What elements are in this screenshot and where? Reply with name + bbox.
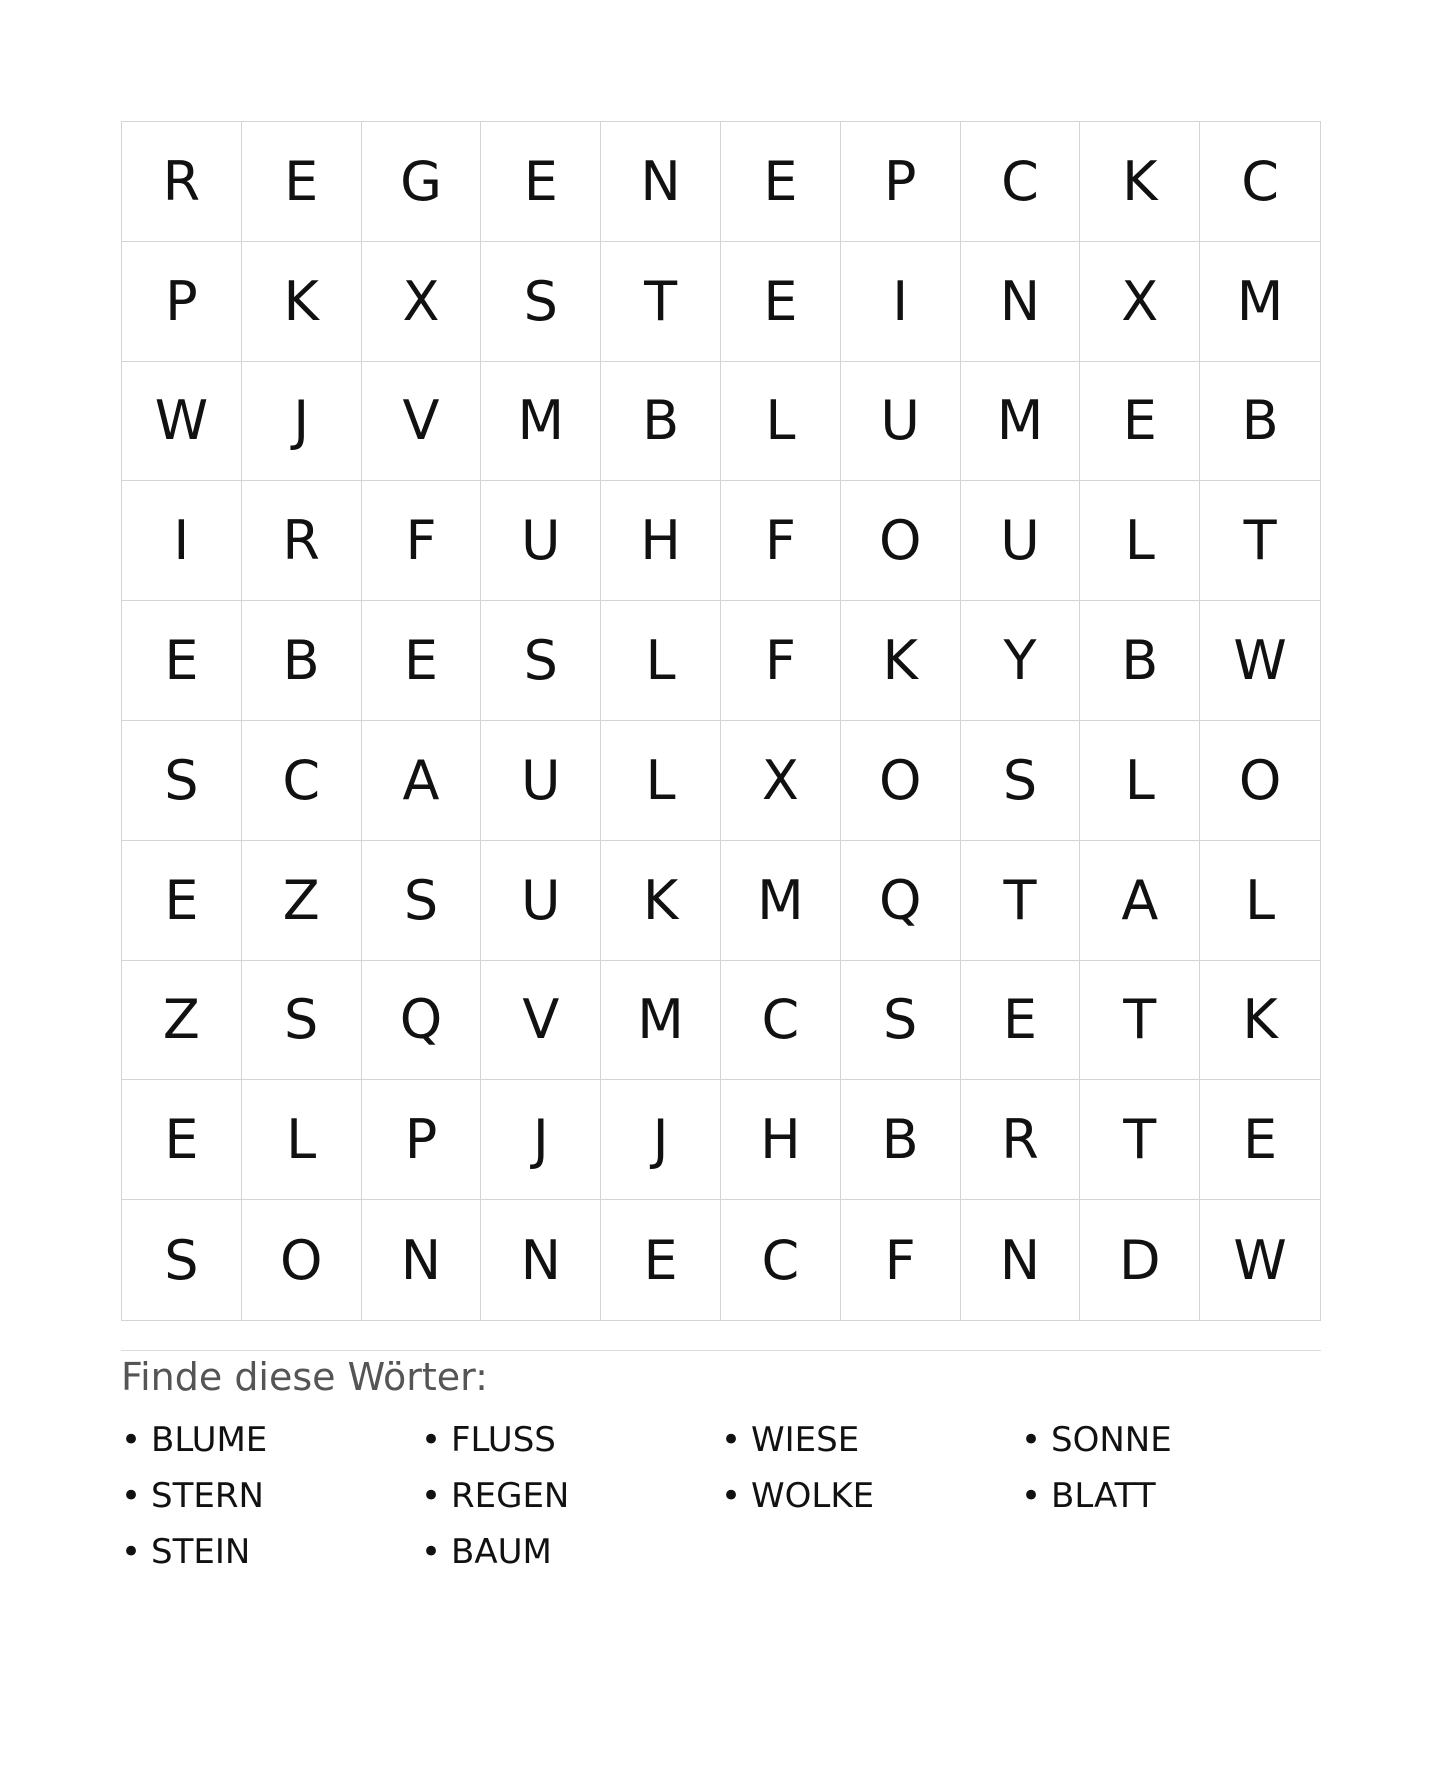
grid-cell[interactable]: N xyxy=(961,242,1081,362)
grid-cell[interactable]: Q xyxy=(841,841,961,961)
grid-cell[interactable]: R xyxy=(242,481,362,601)
grid-cell[interactable]: A xyxy=(362,721,482,841)
word-label: WOLKE xyxy=(751,1476,875,1516)
grid-cell[interactable]: F xyxy=(721,601,841,721)
bullet-icon: • xyxy=(121,1476,142,1516)
grid-cell[interactable]: B xyxy=(1200,362,1320,482)
grid-cell[interactable]: C xyxy=(1200,122,1320,242)
grid-cell[interactable]: U xyxy=(841,362,961,482)
grid-cell[interactable]: J xyxy=(601,1080,721,1200)
grid-cell[interactable]: K xyxy=(841,601,961,721)
grid-cell[interactable]: T xyxy=(1080,961,1200,1081)
bullet-icon: • xyxy=(421,1476,442,1516)
grid-cell[interactable]: S xyxy=(481,242,601,362)
grid-cell[interactable]: M xyxy=(601,961,721,1081)
grid-cell[interactable]: Y xyxy=(961,601,1081,721)
grid-cell[interactable]: M xyxy=(961,362,1081,482)
word-list-item xyxy=(1021,1468,1321,1524)
grid-cell[interactable]: F xyxy=(362,481,482,601)
grid-cell[interactable]: S xyxy=(961,721,1081,841)
grid-cell[interactable]: F xyxy=(721,481,841,601)
grid-cell[interactable]: R xyxy=(122,122,242,242)
grid-cell[interactable]: U xyxy=(961,481,1081,601)
grid-cell[interactable]: E xyxy=(1200,1080,1320,1200)
grid-cell[interactable]: V xyxy=(481,961,601,1081)
word-label: BLATT xyxy=(1051,1476,1156,1516)
grid-cell[interactable]: N xyxy=(362,1200,482,1320)
grid-cell[interactable]: L xyxy=(601,721,721,841)
grid-cell[interactable]: N xyxy=(961,1200,1081,1320)
grid-cell[interactable]: N xyxy=(481,1200,601,1320)
grid-cell[interactable]: B xyxy=(841,1080,961,1200)
grid-cell[interactable]: W xyxy=(1233,1228,1287,1292)
bullet-icon: • xyxy=(421,1532,442,1572)
word-list-item xyxy=(421,1412,721,1468)
word-list-item xyxy=(121,1468,421,1524)
word-list-item xyxy=(421,1468,721,1524)
grid-cell[interactable]: K xyxy=(601,841,721,961)
grid-cell[interactable]: O xyxy=(841,721,961,841)
grid-cell[interactable]: E xyxy=(721,242,841,362)
grid-cell[interactable]: L xyxy=(1200,841,1320,961)
grid-cell[interactable]: S xyxy=(242,961,362,1081)
grid-cell[interactable]: K xyxy=(242,242,362,362)
grid-cell[interactable]: W xyxy=(1200,601,1320,721)
grid-cell[interactable]: P xyxy=(122,242,242,362)
grid-cell[interactable]: B xyxy=(601,362,721,482)
grid-cell[interactable]: M xyxy=(481,362,601,482)
word-label: BAUM xyxy=(451,1532,552,1572)
grid-cell[interactable]: N xyxy=(601,122,721,242)
grid-cell[interactable]: B xyxy=(242,601,362,721)
grid-cell[interactable]: Z xyxy=(122,961,242,1081)
grid-cell[interactable]: E xyxy=(481,122,601,242)
grid-cell[interactable]: C xyxy=(242,721,362,841)
grid-cell[interactable]: U xyxy=(481,481,601,601)
grid-cell[interactable]: S xyxy=(122,1200,242,1320)
word-label: STERN xyxy=(151,1476,264,1516)
grid-cell[interactable]: A xyxy=(1080,841,1200,961)
grid-cell[interactable]: H xyxy=(721,1080,841,1200)
grid-cell[interactable]: L xyxy=(721,362,841,482)
grid-cell[interactable]: K xyxy=(1200,961,1320,1081)
grid-cell[interactable]: X xyxy=(721,721,841,841)
letter-grid xyxy=(121,121,1321,1321)
grid-cell[interactable]: O xyxy=(1200,721,1320,841)
grid-cell[interactable]: E xyxy=(242,122,362,242)
grid-cell[interactable]: O xyxy=(242,1200,362,1320)
word-label: STEIN xyxy=(151,1532,251,1572)
grid-cell[interactable]: E xyxy=(122,1080,242,1200)
word-label: FLUSS xyxy=(451,1420,556,1460)
grid-cell[interactable]: E xyxy=(601,1200,721,1320)
grid-cell[interactable]: B xyxy=(1080,601,1200,721)
grid-cell[interactable]: E xyxy=(122,841,242,961)
word-label: SONNE xyxy=(1051,1420,1172,1460)
bullet-icon: • xyxy=(721,1420,742,1460)
grid-cell[interactable]: D xyxy=(1080,1200,1200,1320)
word-list xyxy=(121,1412,1321,1580)
grid-cell[interactable]: E xyxy=(721,122,841,242)
grid-cell[interactable]: S xyxy=(481,601,601,721)
word-label: REGEN xyxy=(451,1476,570,1516)
grid-cell[interactable]: S xyxy=(841,961,961,1081)
bullet-icon: • xyxy=(121,1532,142,1572)
grid-cell[interactable]: M xyxy=(721,841,841,961)
word-list-item xyxy=(1021,1412,1321,1468)
grid-cell[interactable]: K xyxy=(1080,122,1200,242)
grid-cell[interactable]: I xyxy=(841,242,961,362)
grid-cell[interactable]: E xyxy=(362,601,482,721)
grid-cell[interactable]: L xyxy=(1080,481,1200,601)
bullet-icon: • xyxy=(121,1420,142,1460)
grid-cell[interactable]: U xyxy=(481,841,601,961)
grid-cell[interactable]: C xyxy=(721,961,841,1081)
grid-cell[interactable]: T xyxy=(1200,481,1320,601)
grid-cell[interactable]: L xyxy=(242,1080,362,1200)
grid-cell[interactable]: E xyxy=(961,961,1081,1081)
grid-cell[interactable]: H xyxy=(601,481,721,601)
grid-cell[interactable]: X xyxy=(362,242,482,362)
word-list-item xyxy=(721,1412,1021,1468)
grid-cell[interactable]: E xyxy=(1080,362,1200,482)
grid-cell[interactable]: Z xyxy=(242,841,362,961)
grid-cell[interactable]: R xyxy=(961,1080,1081,1200)
grid-cell[interactable]: L xyxy=(601,601,721,721)
word-label: WIESE xyxy=(751,1420,860,1460)
grid-cell[interactable]: M xyxy=(1200,242,1320,362)
divider xyxy=(121,1350,1321,1351)
grid-cell[interactable]: T xyxy=(961,841,1081,961)
grid-cell[interactable]: J xyxy=(481,1080,601,1200)
bullet-icon: • xyxy=(1021,1476,1042,1516)
grid-cell[interactable]: S xyxy=(362,841,482,961)
grid-cell[interactable]: C xyxy=(961,122,1081,242)
grid-cell[interactable]: G xyxy=(362,122,482,242)
grid-cell[interactable]: T xyxy=(601,242,721,362)
grid-cell[interactable]: P xyxy=(841,122,961,242)
grid-cell[interactable]: C xyxy=(721,1200,841,1320)
grid-cell[interactable]: O xyxy=(841,481,961,601)
bullet-icon: • xyxy=(1021,1420,1042,1460)
grid-cell[interactable]: F xyxy=(841,1200,961,1320)
word-list-item xyxy=(721,1468,1021,1524)
grid-cell[interactable]: J xyxy=(242,362,362,482)
grid-cell[interactable]: T xyxy=(1080,1080,1200,1200)
grid-cell[interactable]: S xyxy=(122,721,242,841)
word-list-item xyxy=(121,1524,421,1580)
grid-cell[interactable]: E xyxy=(122,601,242,721)
word-label: BLUME xyxy=(151,1420,268,1460)
bullet-icon: • xyxy=(421,1420,442,1460)
grid-cell[interactable]: X xyxy=(1080,242,1200,362)
grid-cell[interactable]: U xyxy=(481,721,601,841)
word-list-item xyxy=(121,1412,421,1468)
grid-cell[interactable]: Q xyxy=(362,961,482,1081)
word-list-item xyxy=(421,1524,721,1580)
grid-cell[interactable]: I xyxy=(122,481,242,601)
word-list-heading: Finde diese Wörter: xyxy=(121,1355,488,1399)
grid-cell[interactable]: L xyxy=(1080,721,1200,841)
bullet-icon: • xyxy=(721,1476,742,1516)
grid-cell[interactable]: P xyxy=(362,1080,482,1200)
grid-cell[interactable]: V xyxy=(362,362,482,482)
grid-cell[interactable]: W xyxy=(122,362,242,482)
